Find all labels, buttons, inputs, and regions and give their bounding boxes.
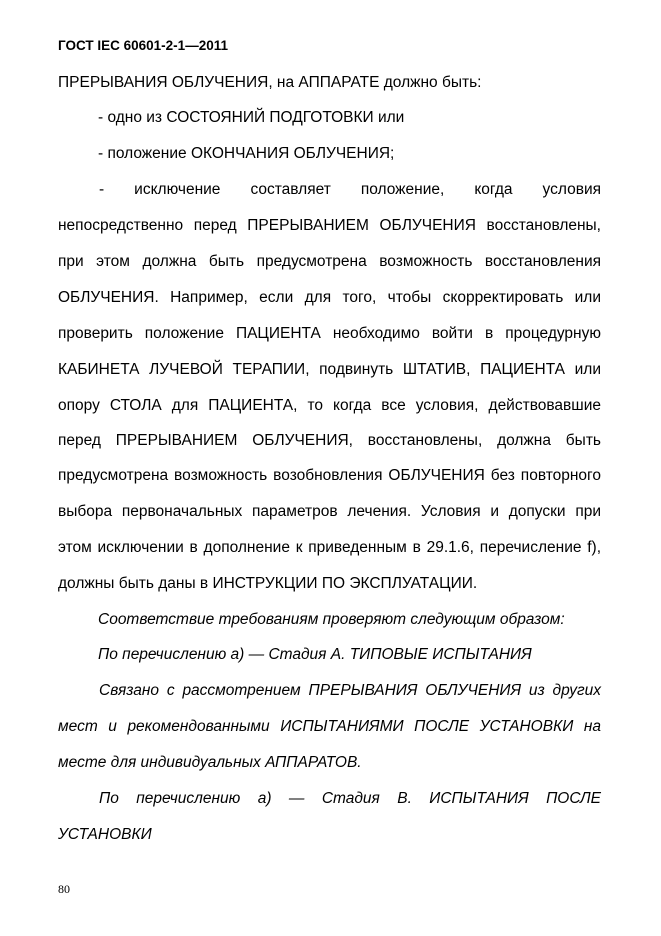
- stage-b-heading: По перечислению а) — Стадия В. ИСПЫТАНИЯ ПОСЛЕ: [99, 790, 601, 807]
- document-header-standard-id: ГОСТ IEC 60601-2-1—2011: [58, 38, 228, 53]
- stage-b-heading-continued: УСТАНОВКИ: [58, 826, 152, 843]
- text-line: Связано с рассмотрением ПРЕРЫВАНИЯ ОБЛУЧЕНИЯ из других: [99, 682, 601, 699]
- text-line: этом исключении в дополнение к приведенным в 29.1.6, перечисление f),: [58, 539, 601, 556]
- text-line: ПРЕРЫВАНИЯ ОБЛУЧЕНИЯ, на АППАРАТЕ должно быть:: [58, 74, 482, 91]
- list-item-line: - положение ОКОНЧАНИЯ ОБЛУЧЕНИЯ;: [98, 145, 395, 162]
- text-line: выбора первоначальных параметров лечения. Условия и допуски при: [58, 503, 601, 520]
- text-line: перед ПРЕРЫВАНИЕМ ОБЛУЧЕНИЯ, восстановлены, должна быть: [58, 432, 601, 449]
- text-line: предусмотрена возможность возобновления ОБЛУЧЕНИЯ без повторного: [58, 467, 601, 484]
- text-line: непосредственно перед ПРЕРЫВАНИЕМ ОБЛУЧЕНИЯ восстановлены,: [58, 217, 601, 234]
- text-line: месте для индивидуальных АППАРАТОВ.: [58, 754, 362, 771]
- page-number: 80: [58, 882, 70, 896]
- stage-a-heading: По перечислению а) — Стадия А. ТИПОВЫЕ ИСПЫТАНИЯ: [98, 646, 532, 663]
- text-line: КАБИНЕТА ЛУЧЕВОЙ ТЕРАПИИ, подвинуть ШТАТИВ, ПАЦИЕНТА или: [58, 361, 601, 378]
- text-line: при этом должна быть предусмотрена возможность восстановления: [58, 253, 601, 270]
- list-item-line: - одно из СОСТОЯНИЙ ПОДГОТОВКИ или: [98, 109, 405, 126]
- list-item-line: - исключение составляет положение, когда условия: [99, 181, 601, 198]
- text-line: опору СТОЛА для ПАЦИЕНТА, то когда все условия, действовавшие: [58, 397, 601, 414]
- compliance-statement: Соответствие требованиям проверяют следующим образом:: [98, 611, 565, 628]
- text-line: ОБЛУЧЕНИЯ. Например, если для того, чтобы скорректировать или: [58, 289, 601, 306]
- text-line: должны быть даны в ИНСТРУКЦИИ ПО ЭКСПЛУАТАЦИИ.: [58, 575, 478, 592]
- text-line: мест и рекомендованными ИСПЫТАНИЯМИ ПОСЛЕ УСТАНОВКИ на: [58, 718, 601, 735]
- text-line: проверить положение ПАЦИЕНТА необходимо войти в процедурную: [58, 325, 601, 342]
